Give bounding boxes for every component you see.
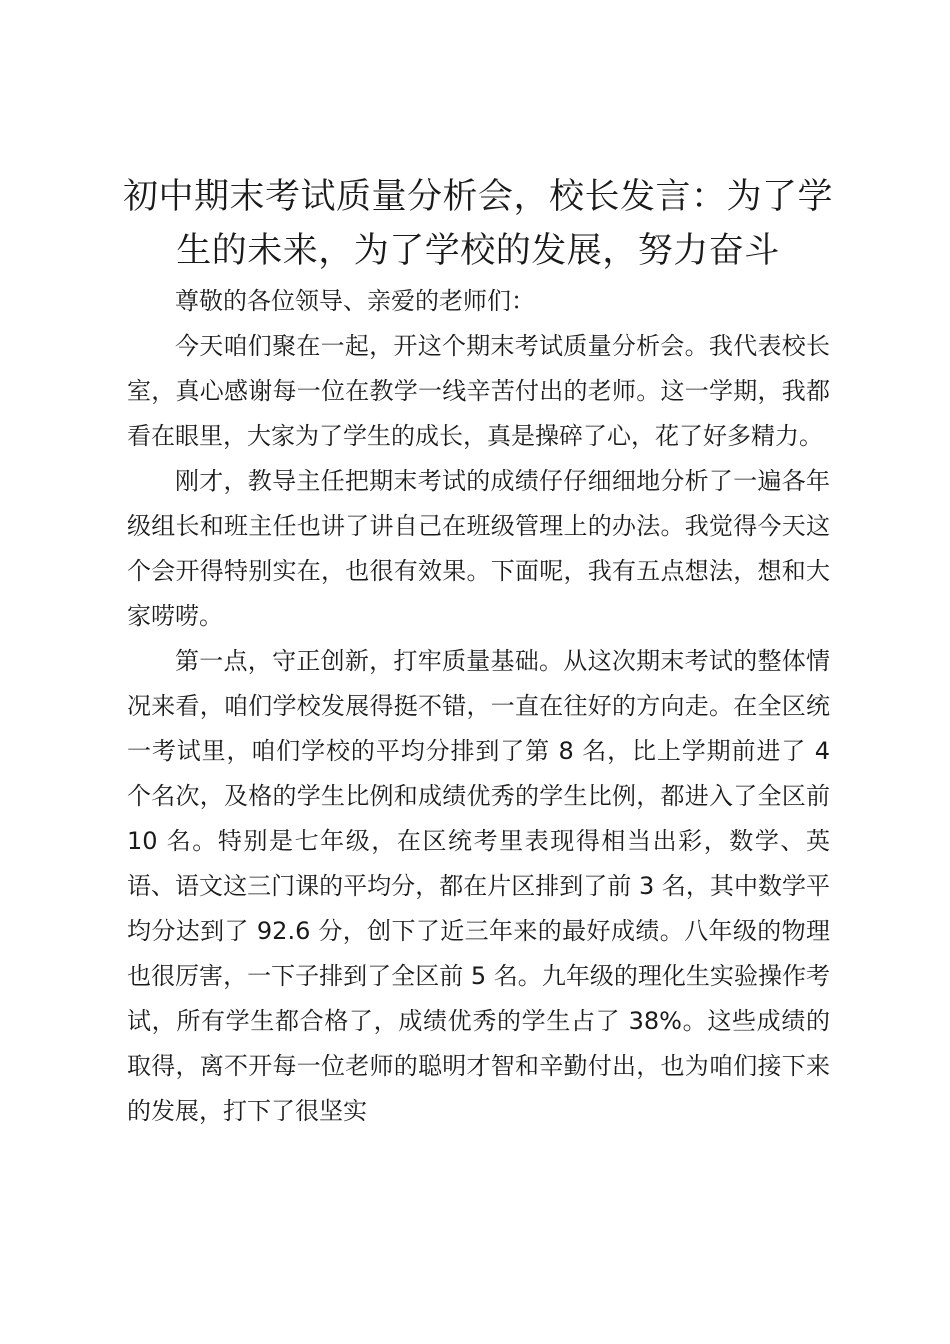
body-paragraph: 今天咱们聚在一起，开这个期末考试质量分析会。我代表校长室，真心感谢每一位在教学一线辛苦付出的老师。这一学期，我都看在眼里，大家为了学生的成长，真是操碎了心，花了好多精力。 bbox=[127, 332, 830, 450]
document-title: 初中期末考试质量分析会，校长发言：为了学生的未来，为了学校的发展，努力奋斗 bbox=[122, 177, 833, 271]
document-body bbox=[127, 279, 830, 1134]
body-paragraph: 第一点，守正创新，打牢质量基础。从这次期末考试的整体情况来看，咱们学校发展得挺不错，一直在往好的方向走。在全区统一考试里，咱们学校的平均分排到了第 8 名，比上学期前进了 4 个名次，及格的学生比例和成绩优秀的学生比例，都进入了全区前 10 名。特别是七年级，在区统考里表现得相当出彩，数学、英语、语文这三门课的平均分，都在片区排到了前 3 名，其中数学平均分达到了 92.6 分，创下了近三年来的最好成绩。八年级的物理也很厉害，一下子排到了全区前 5 名。九年级的理化生实验操作考试，所有学生都合格了，成绩优秀的学生占了 38%。这些成绩的取得，离不开每一位老师的聪明才智和辛勤付出，也为咱们接下来的发展，打下了很坚实 bbox=[127, 647, 830, 1125]
salutation-paragraph: 尊敬的各位领导、亲爱的老师们： bbox=[175, 287, 535, 315]
body-paragraph: 刚才，教导主任把期末考试的成绩仔仔细细地分析了一遍各年级组长和班主任也讲了讲自己在班级管理上的办法。我觉得今天这个会开得特别实在，也很有效果。下面呢，我有五点想法，想和大家唠唠。 bbox=[127, 467, 830, 630]
